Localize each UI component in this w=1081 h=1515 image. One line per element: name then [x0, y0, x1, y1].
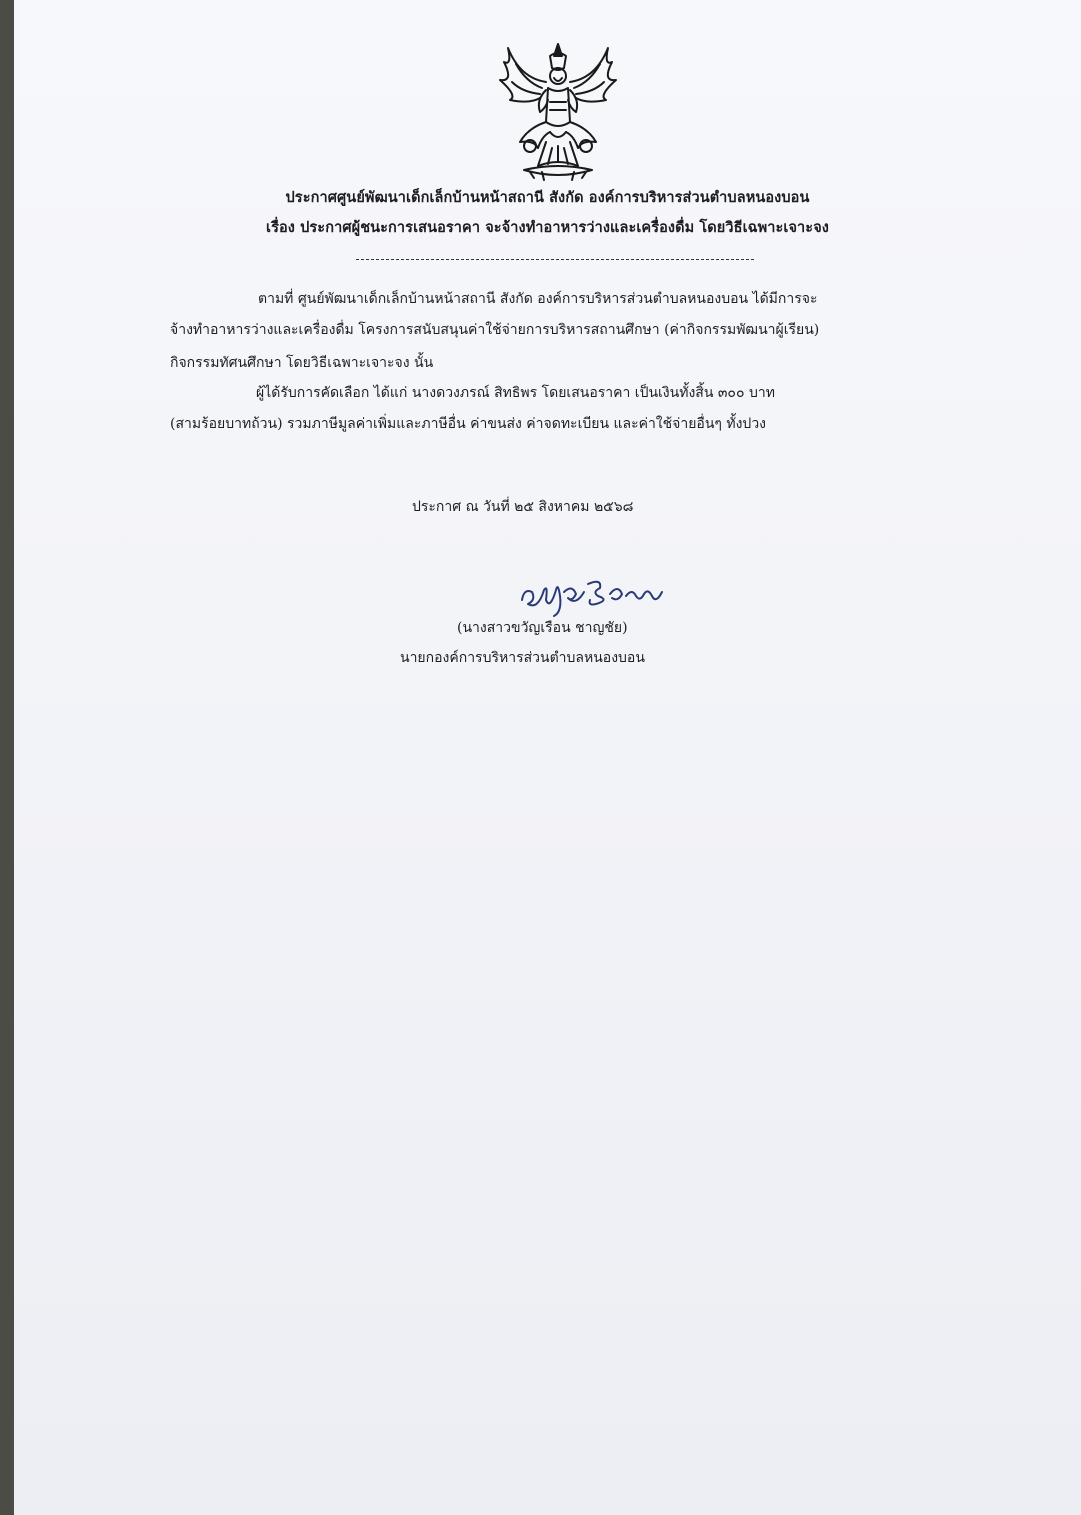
signer-name: (นางสาวขวัญเรือน ชาญชัย) [457, 620, 628, 636]
heading-line-1: ประกาศศูนย์พัฒนาเด็กเล็กบ้านหน้าสถานี สังกัด องค์การบริหารส่วนตำบลหนองบอน [285, 189, 810, 206]
body-line-3: กิจกรรมทัศนศึกษา โดยวิธีเฉพาะเจาะจง นั้น [170, 355, 434, 371]
body-line-2: จ้างทำอาหารว่างและเครื่องดื่ม โครงการสนับสนุนค่าใช้จ่ายการบริหารสถานศึกษา (ค่ากิจกรรมพัฒนาผู้เรียน) [170, 322, 820, 338]
handwritten-signature [514, 570, 674, 618]
body-line-1: ตามที่ ศูนย์พัฒนาเด็กเล็กบ้านหน้าสถานี สังกัด องค์การบริหารส่วนตำบลหนองบอน ได้มีการจะ [258, 291, 818, 307]
body-line-5: (สามร้อยบาทถ้วน) รวมภาษีมูลค่าเพิ่มและภาษีอื่น ค่าขนส่ง ค่าจดทะเบียน และค่าใช้จ่ายอื่นๆ ทั้งปวง [170, 416, 767, 432]
heading-line-2: เรื่อง ประกาศผู้ชนะการเสนอราคา จะจ้างทำอาหารว่างและเครื่องดื่ม โดยวิธีเฉพาะเจาะจง [266, 219, 829, 236]
signer-position: นายกองค์การบริหารส่วนตำบลหนองบอน [400, 650, 645, 666]
announce-date: ประกาศ ณ วันที่ ๒๕ สิงหาคม ๒๕๖๘ [412, 499, 634, 515]
garuda-emblem-icon [490, 38, 626, 184]
document-page [14, 0, 1081, 1515]
body-line-4: ผู้ได้รับการคัดเลือก ได้แก่ นางดวงภรณ์ สิทธิพร โดยเสนอราคา เป็นเงินทั้งสิ้น ๓๐๐ บาท [256, 385, 775, 401]
heading-divider [356, 259, 754, 260]
